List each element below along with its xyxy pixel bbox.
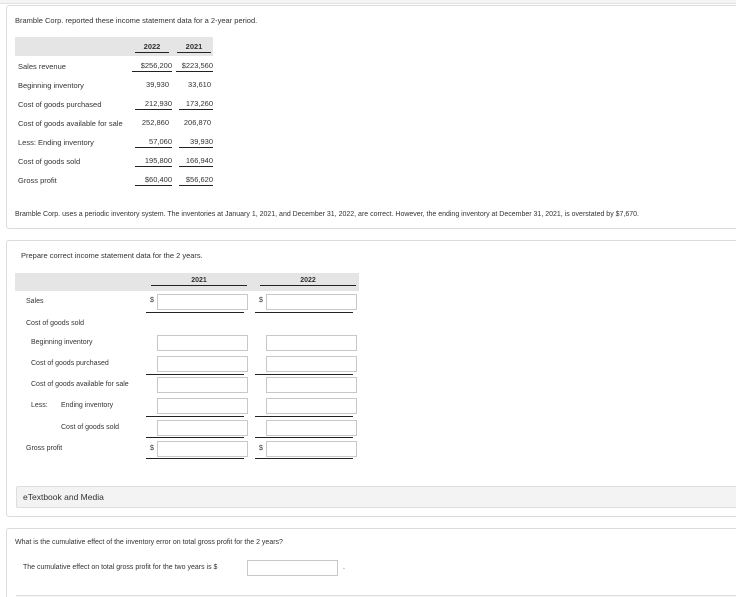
currency-symbol: $ <box>259 445 263 452</box>
gross-profit-2022-input[interactable] <box>266 441 357 457</box>
underline <box>255 437 353 438</box>
row-label: Less: Ending inventory <box>18 138 94 147</box>
cost-purchased-2021-input[interactable] <box>157 356 248 372</box>
row-label-sales: Sales <box>26 298 44 305</box>
cogs-2021-input[interactable] <box>157 420 248 436</box>
underline <box>255 416 353 417</box>
row-label-cost-purchased: Cost of goods purchased <box>31 360 109 367</box>
row-label-cogs: Cost of goods sold <box>61 424 119 431</box>
currency-symbol: $ <box>150 297 154 304</box>
currency-symbol: $ <box>259 297 263 304</box>
col-header-2021: 2021 <box>177 42 211 53</box>
cell-2021: $223,560 <box>176 61 213 72</box>
row-label: Cost of goods sold <box>18 157 81 166</box>
cell-2021: 206,870 <box>183 118 211 127</box>
underline <box>146 374 244 375</box>
available-for-sale-2022-input[interactable] <box>266 377 357 393</box>
cell-2021: 33,610 <box>188 80 211 89</box>
available-for-sale-2021-input[interactable] <box>157 377 248 393</box>
row-label-beginning-inventory: Beginning inventory <box>31 339 93 346</box>
cost-purchased-2022-input[interactable] <box>266 356 357 372</box>
cumulative-effect-panel <box>6 528 736 597</box>
col-header-2021: 2021 <box>151 277 247 286</box>
underline <box>146 437 244 438</box>
row-label: Sales revenue <box>18 62 66 71</box>
cell-2022: 39,930 <box>146 80 169 89</box>
ending-inventory-2022-input[interactable] <box>266 398 357 414</box>
row-label-available-for-sale: Cost of goods available for sale <box>31 381 129 388</box>
question-text: What is the cumulative effect of the inventory error on total gross profit for the 2 years? <box>15 539 283 546</box>
etextbook-media-link[interactable]: eTextbook and Media <box>16 486 736 508</box>
row-label-cogs-header: Cost of goods sold <box>26 320 84 327</box>
problem-statement: Bramble Corp. uses a periodic inventory system. The inventories at January 1, 2021, and December 31, 2022, are correct. However, the ending inventory at December 31, 2021, is overstated by $7,670. <box>15 211 639 218</box>
row-label-less: Less: <box>31 402 48 409</box>
underline <box>255 374 353 375</box>
row-label: Cost of goods purchased <box>18 100 102 109</box>
cell-2022: $60,400 <box>135 175 172 186</box>
row-label: Beginning inventory <box>18 81 84 90</box>
income-statement-panel <box>6 240 736 517</box>
cumulative-effect-input[interactable] <box>247 560 338 576</box>
answer-prefix: The cumulative effect on total gross profit for the two years is $ <box>23 564 218 571</box>
cell-2021: 173,260 <box>179 99 213 110</box>
cell-2022: 57,060 <box>135 137 172 148</box>
row-label-ending-inventory: Ending inventory <box>61 402 114 409</box>
col-header-2022: 2022 <box>260 277 356 286</box>
cell-2021: 39,930 <box>179 137 213 148</box>
sales-2021-input[interactable] <box>157 294 248 310</box>
beginning-inventory-2022-input[interactable] <box>266 335 357 351</box>
cell-2022: 212,930 <box>135 99 172 110</box>
row-label: Gross profit <box>18 176 57 185</box>
cell-2021: $56,620 <box>179 175 213 186</box>
underline <box>255 312 353 313</box>
gross-profit-2021-input[interactable] <box>157 441 248 457</box>
underline <box>146 458 244 459</box>
answer-suffix: . <box>343 564 345 571</box>
sales-2022-input[interactable] <box>266 294 357 310</box>
cell-2022: 252,860 <box>141 118 169 127</box>
top-bar <box>0 0 736 4</box>
cell-2022: 195,800 <box>135 156 172 167</box>
problem-data-panel <box>6 5 736 229</box>
cell-2022: $256,200 <box>132 61 172 72</box>
col-header-2022: 2022 <box>135 42 169 53</box>
intro-text: Bramble Corp. reported these income statement data for a 2-year period. <box>15 16 258 25</box>
row-label-gross-profit: Gross profit <box>26 445 63 452</box>
row-label: Cost of goods available for sale <box>18 119 123 128</box>
currency-symbol: $ <box>150 445 154 452</box>
underline <box>146 416 244 417</box>
underline <box>146 312 244 313</box>
cell-2021: 166,940 <box>179 156 213 167</box>
underline <box>255 458 353 459</box>
beginning-inventory-2021-input[interactable] <box>157 335 248 351</box>
ending-inventory-2021-input[interactable] <box>157 398 248 414</box>
instruction-text: Prepare correct income statement data for the 2 years. <box>21 251 203 260</box>
cogs-2022-input[interactable] <box>266 420 357 436</box>
